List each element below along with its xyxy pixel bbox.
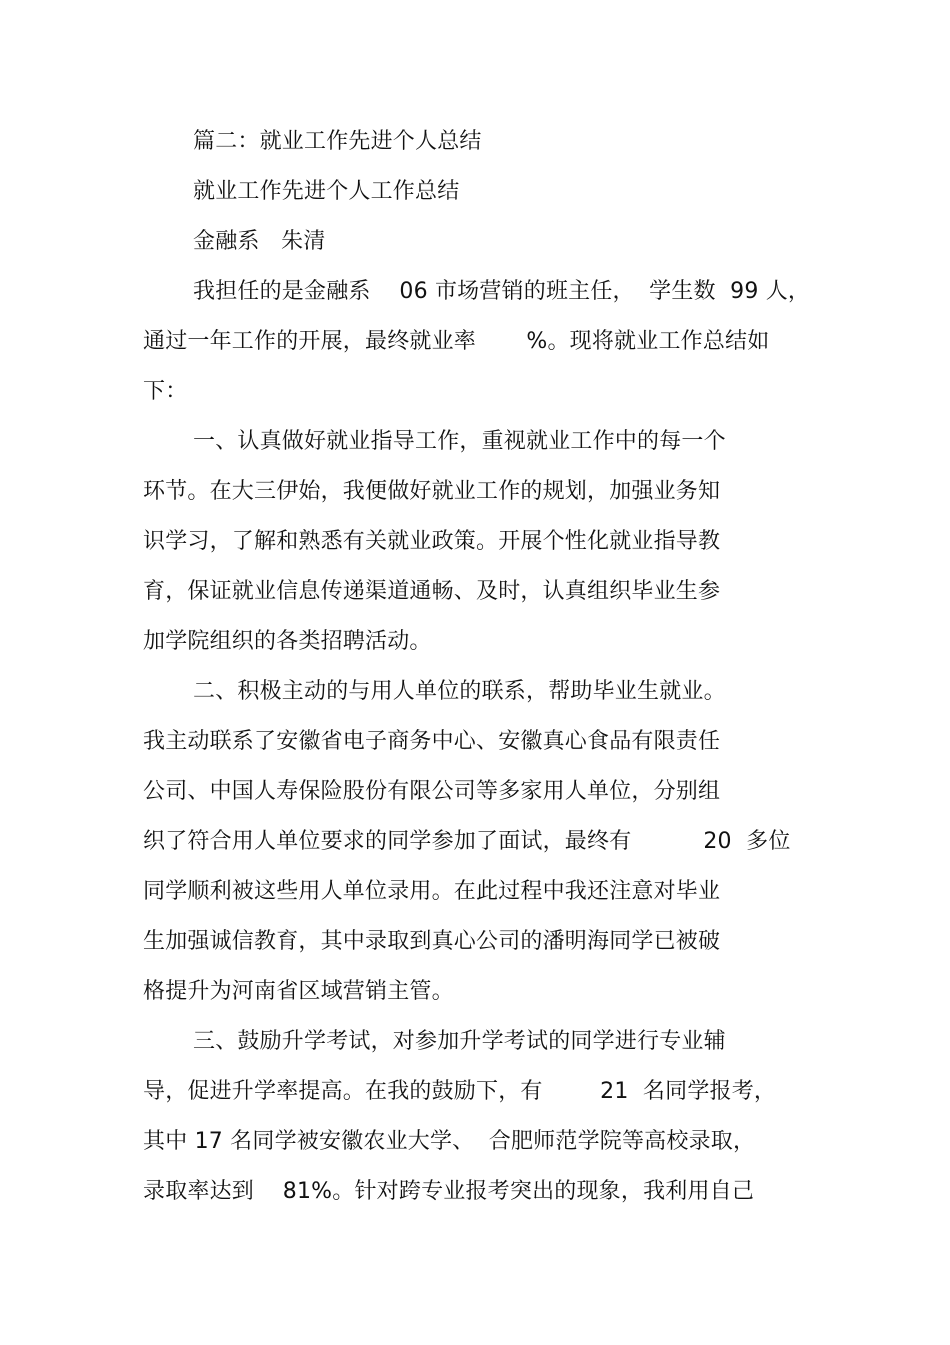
body-line: 识学习，了解和熟悉有关就业政策。开展个性化就业指导教 xyxy=(143,529,721,554)
body-line: 通过一年工作的开展，最终就业率 %。现将就业工作总结如 xyxy=(143,329,770,354)
body-line: 加学院组织的各类招聘活动。 xyxy=(143,629,432,654)
body-line: 同学顺利被这些用人单位录用。在此过程中我还注意对毕业 xyxy=(143,879,721,904)
body-line: 我担任的是金融系 06 市场营销的班主任， 学生数 99 人， xyxy=(193,279,811,304)
body-line: 生加强诚信教育，其中录取到真心公司的潘明海同学已被破 xyxy=(143,929,721,954)
body-line: 公司、中国人寿保险股份有限公司等多家用人单位，分别组 xyxy=(143,779,721,804)
body-line: 格提升为河南省区域营销主管。 xyxy=(143,979,454,1004)
body-line: 织了符合用人单位要求的同学参加了面试，最终有 20 多位 xyxy=(143,829,791,854)
body-line: 导，促进升学率提高。在我的鼓励下，有 21 名同学报考， xyxy=(143,1079,777,1104)
body-line: 我主动联系了安徽省电子商务中心、安徽真心食品有限责任 xyxy=(143,729,721,754)
body-line: 三、鼓励升学考试，对参加升学考试的同学进行专业辅 xyxy=(193,1029,726,1054)
body-line: 一、认真做好就业指导工作，重视就业工作中的每一个 xyxy=(193,429,726,454)
body-line: 育，保证就业信息传递渠道通畅、及时，认真组织毕业生参 xyxy=(143,579,721,604)
section-heading: 篇二：就业工作先进个人总结 xyxy=(193,129,482,154)
author-line: 金融系 朱清 xyxy=(193,229,326,254)
document-title: 就业工作先进个人工作总结 xyxy=(193,179,460,204)
body-line: 环节。在大三伊始，我便做好就业工作的规划，加强业务知 xyxy=(143,479,721,504)
body-line: 录取率达到 81%。针对跨专业报考突出的现象，我利用自己 xyxy=(143,1179,755,1204)
body-line: 二、积极主动的与用人单位的联系，帮助毕业生就业。 xyxy=(193,679,726,704)
body-line: 其中 17 名同学被安徽农业大学、 合肥师范学院等高校录取， xyxy=(143,1129,756,1154)
body-line: 下： xyxy=(143,379,188,404)
